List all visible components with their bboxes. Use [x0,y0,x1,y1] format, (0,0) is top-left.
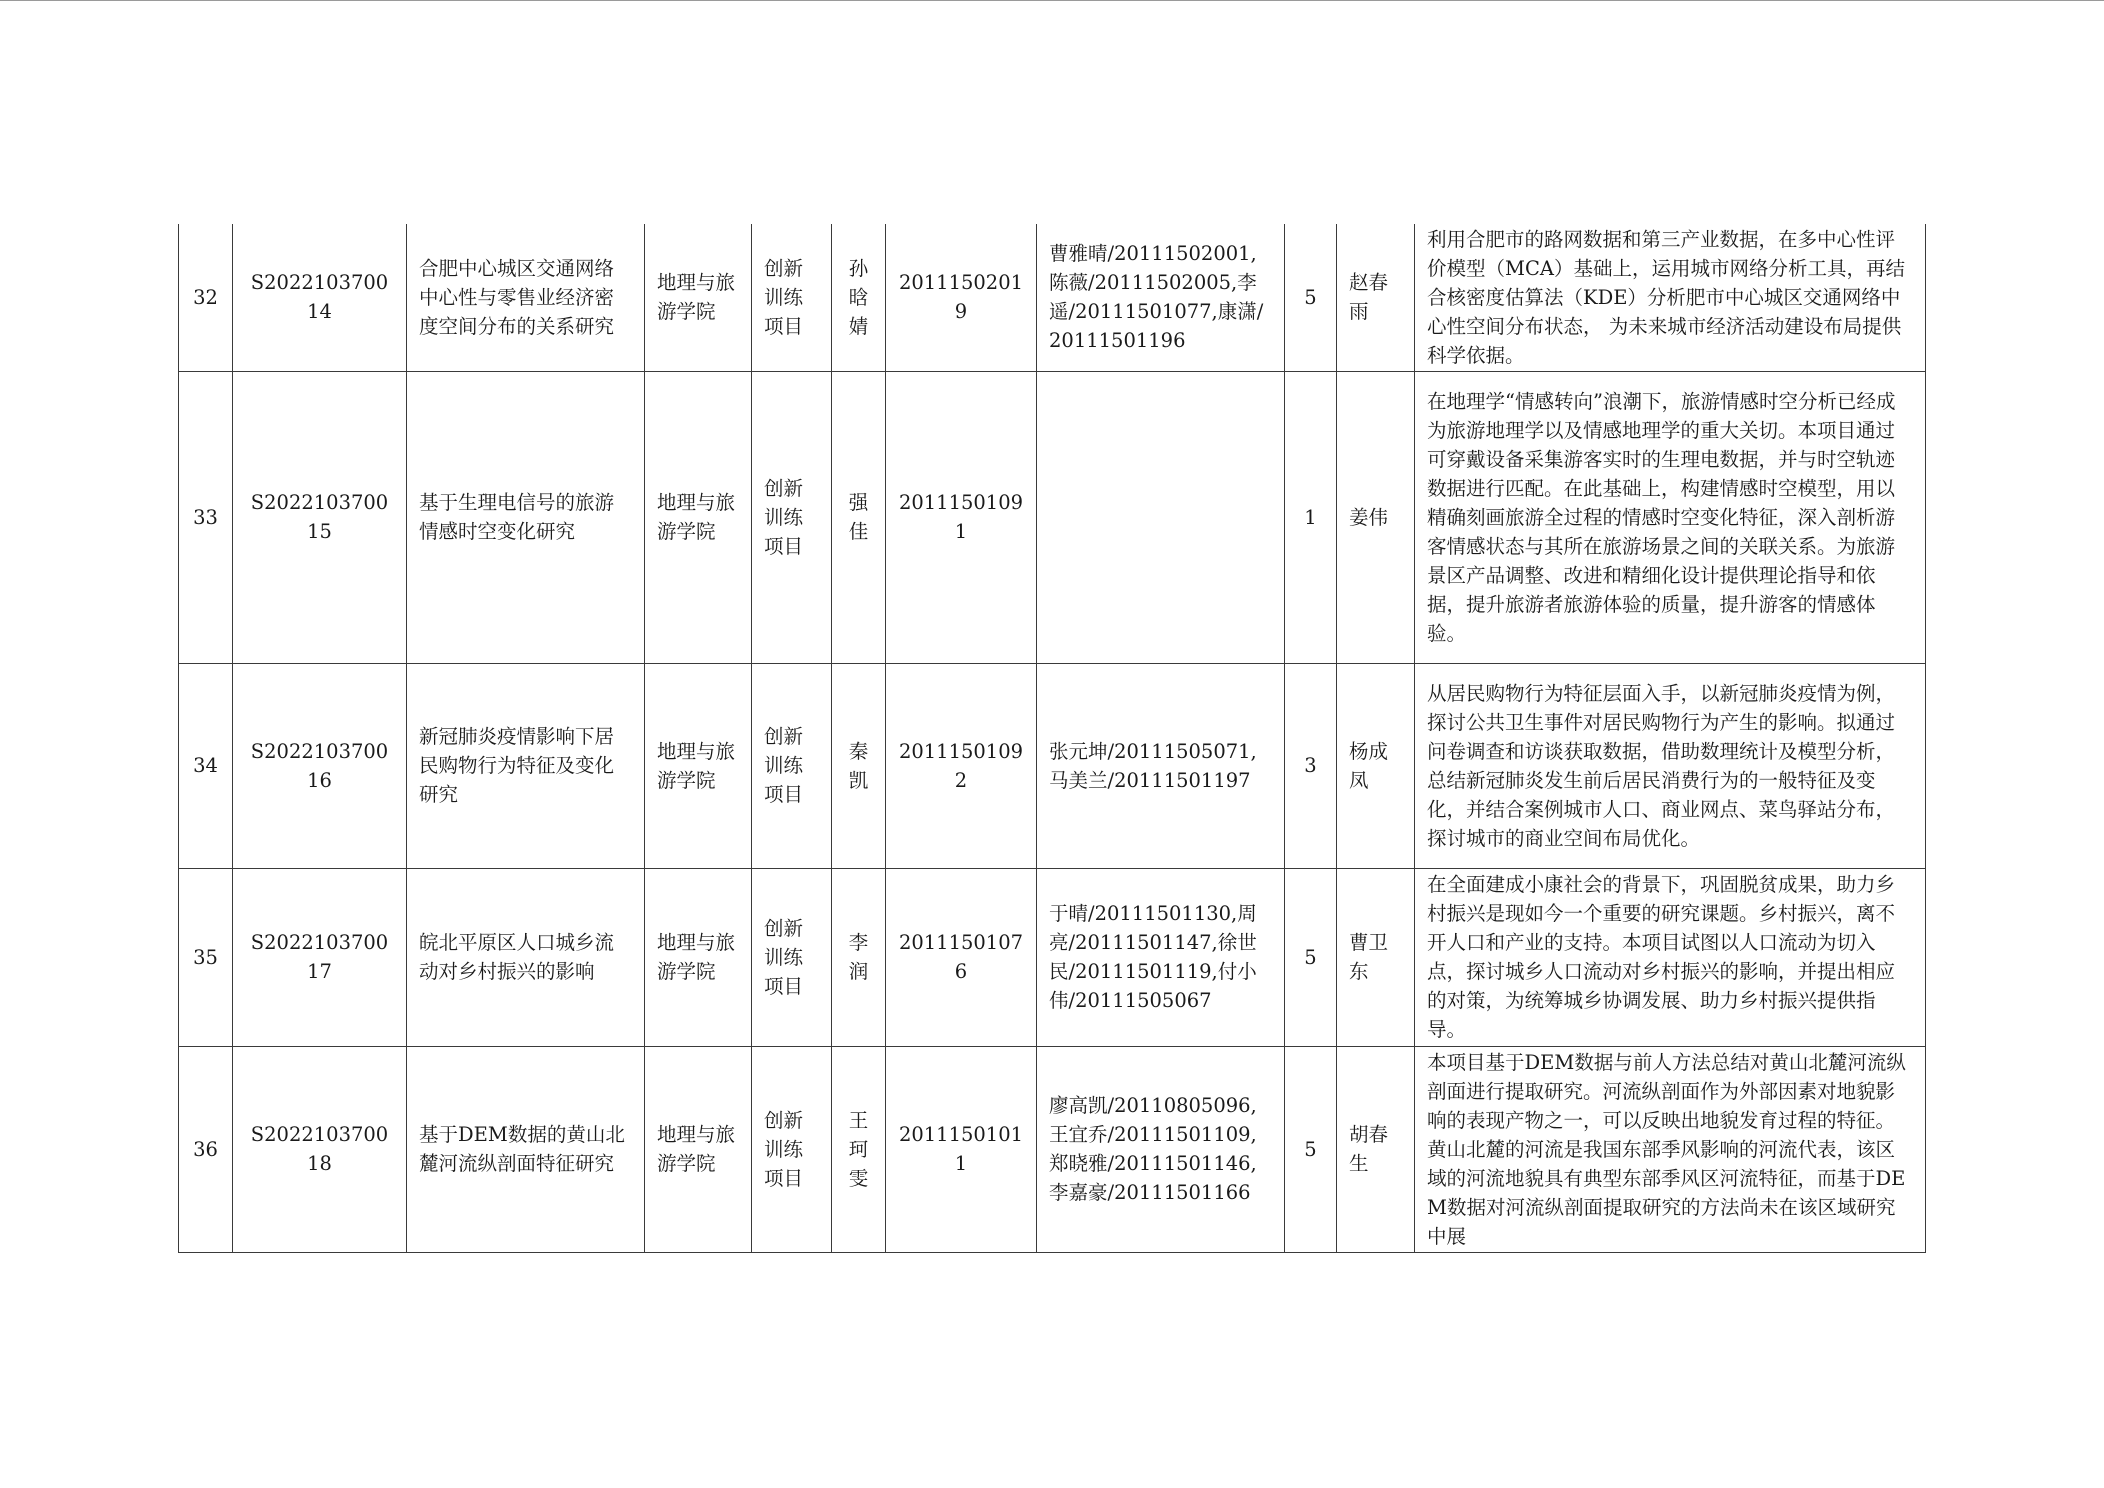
project-title: 合肥中心城区交通网络中心性与零售业经济密度空间分布的关系研究 [407,224,645,371]
college: 地理与旅游学院 [645,1046,752,1252]
table-row [179,371,1926,663]
member-count: 5 [1285,224,1337,371]
project-title: 基于生理电信号的旅游情感时空变化研究 [407,371,645,663]
table-row [179,1046,1926,1252]
advisor: 胡春生 [1337,1046,1415,1252]
advisor: 杨成凤 [1337,663,1415,868]
project-type: 创新训练项目 [752,224,832,371]
row-number: 33 [179,371,233,663]
page-top-rule [0,0,2104,1]
project-title: 基于DEM数据的黄山北麓河流纵剖面特征研究 [407,1046,645,1252]
member-count: 5 [1285,868,1337,1046]
members: 廖高凯/20110805096,王宜乔/20111501109,郑晓雅/20111501146,李嘉豪/20111501166 [1037,1046,1285,1252]
leader-name: 秦凯 [832,663,886,868]
project-code: S202210370016 [233,663,407,868]
members [1037,371,1285,663]
project-code: S202210370015 [233,371,407,663]
member-count: 3 [1285,663,1337,868]
row-number: 34 [179,663,233,868]
project-type: 创新训练项目 [752,663,832,868]
leader-student-id: 20111502019 [886,224,1037,371]
advisor: 姜伟 [1337,371,1415,663]
college: 地理与旅游学院 [645,663,752,868]
college: 地理与旅游学院 [645,224,752,371]
leader-student-id: 20111501076 [886,868,1037,1046]
advisor: 曹卫东 [1337,868,1415,1046]
project-abstract: 在地理学“情感转向”浪潮下，旅游情感时空分析已经成为旅游地理学以及情感地理学的重大关切。本项目通过可穿戴设备采集游客实时的生理电数据，并与时空轨迹数据进行匹配。在此基础上，构建情感时空模型，用以精确刻画旅游全过程的情感时空变化特征，深入剖析游客情感状态与其所在旅游场景之间的关联关系。为旅游景区产品调整、改进和精细化设计提供理论指导和依据，提升旅游者旅游体验的质量，提升游客的情感体验。 [1415,371,1926,663]
member-count: 1 [1285,371,1337,663]
project-table [178,224,1926,1253]
leader-student-id: 20111501092 [886,663,1037,868]
leader-name: 王珂雯 [832,1046,886,1252]
college: 地理与旅游学院 [645,371,752,663]
advisor: 赵春雨 [1337,224,1415,371]
table-row [179,224,1926,371]
members: 张元坤/20111505071,马美兰/20111501197 [1037,663,1285,868]
project-code: S202210370014 [233,224,407,371]
project-abstract: 在全面建成小康社会的背景下，巩固脱贫成果，助力乡村振兴是现如今一个重要的研究课题。乡村振兴，离不开人口和产业的支持。本项目试图以人口流动为切入点，探讨城乡人口流动对乡村振兴的影响，并提出相应的对策，为统筹城乡协调发展、助力乡村振兴提供指导。 [1415,868,1926,1046]
college: 地理与旅游学院 [645,868,752,1046]
table-row [179,868,1926,1046]
project-abstract: 利用合肥市的路网数据和第三产业数据，在多中心性评价模型（MCA）基础上，运用城市网络分析工具，再结合核密度估算法（KDE）分析肥市中心城区交通网络中心性空间分布状态， 为未来城市经济活动建设布局提供科学依据。 [1415,224,1926,371]
members: 于晴/20111501130,周亮/20111501147,徐世民/20111501119,付小伟/20111505067 [1037,868,1285,1046]
row-number: 36 [179,1046,233,1252]
project-title: 新冠肺炎疫情影响下居民购物行为特征及变化研究 [407,663,645,868]
leader-name: 李润 [832,868,886,1046]
project-type: 创新训练项目 [752,1046,832,1252]
leader-student-id: 20111501091 [886,371,1037,663]
member-count: 5 [1285,1046,1337,1252]
project-type: 创新训练项目 [752,371,832,663]
leader-name: 孙晗婧 [832,224,886,371]
table-row [179,663,1926,868]
project-abstract: 本项目基于DEM数据与前人方法总结对黄山北麓河流纵剖面进行提取研究。河流纵剖面作为外部因素对地貌影响的表现产物之一，可以反映出地貌发育过程的特征。黄山北麓的河流是我国东部季风影响的河流代表，该区域的河流地貌具有典型东部季风区河流特征，而基于DEM数据对河流纵剖面提取研究的方法尚未在该区域研究中展 [1415,1046,1926,1252]
project-code: S202210370017 [233,868,407,1046]
project-title: 皖北平原区人口城乡流动对乡村振兴的影响 [407,868,645,1046]
project-type: 创新训练项目 [752,868,832,1046]
leader-name: 强佳 [832,371,886,663]
project-abstract: 从居民购物行为特征层面入手，以新冠肺炎疫情为例，探讨公共卫生事件对居民购物行为产生的影响。拟通过问卷调查和访谈获取数据，借助数理统计及模型分析，总结新冠肺炎发生前后居民消费行为的一般特征及变化，并结合案例城市人口、商业网点、菜鸟驿站分布，探讨城市的商业空间布局优化。 [1415,663,1926,868]
row-number: 32 [179,224,233,371]
members: 曹雅晴/20111502001,陈薇/20111502005,李遥/20111501077,康潇/20111501196 [1037,224,1285,371]
row-number: 35 [179,868,233,1046]
leader-student-id: 20111501011 [886,1046,1037,1252]
project-code: S202210370018 [233,1046,407,1252]
